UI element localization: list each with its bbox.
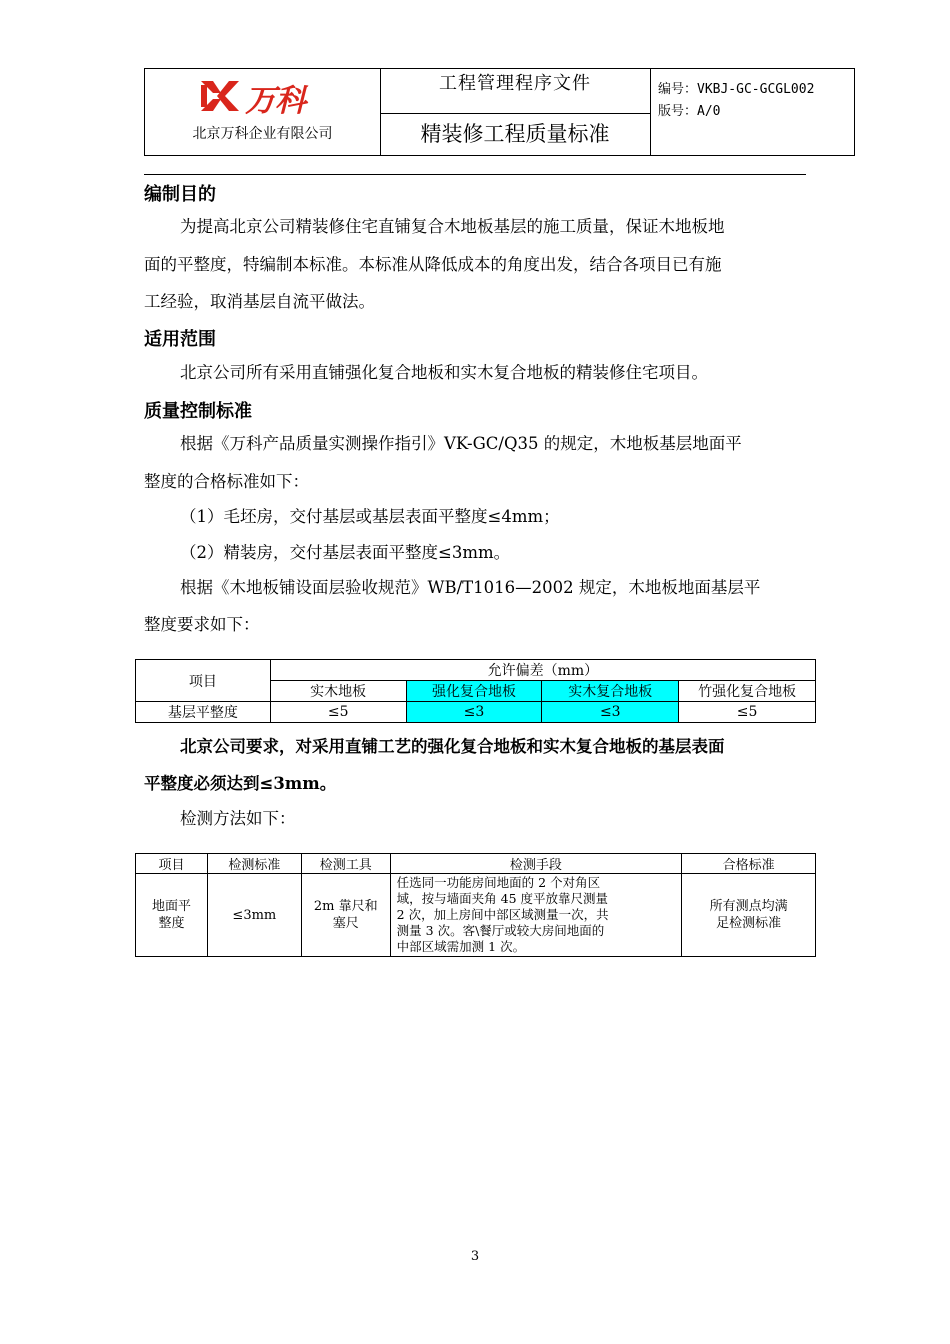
section-title-scope: 适用范围	[144, 329, 216, 350]
table-cell: ≤3	[542, 702, 679, 723]
table-header-cell: 检测手段	[390, 854, 682, 874]
table-header-group: 允许偏差（mm）	[270, 660, 815, 681]
table-header-cell: 实木复合地板	[542, 681, 679, 702]
table-header-cell: 检测标准	[207, 854, 301, 874]
table-cell: ≤3	[406, 702, 542, 723]
doc-type: 工程管理程序文件	[380, 69, 650, 114]
company-cell	[145, 69, 381, 155]
table-cell: ≤5	[679, 702, 816, 723]
qc-line-3: 根据《木地板铺设面层验收规范》WB/T1016—2002 规定，木地板地面基层平	[180, 578, 761, 597]
table-cell: ≤5	[270, 702, 406, 723]
table-cell	[301, 874, 390, 957]
table-row-label: 基层平整度	[136, 702, 271, 723]
scope-text: 北京公司所有采用直铺强化复合地板和实木复合地板的精装修住宅项目。	[180, 363, 708, 382]
inspection-table	[135, 853, 816, 957]
table-cell	[136, 874, 208, 957]
qc-line-1: 根据《万科产品质量实测操作指引》VK-GC/Q35 的规定，木地板基层地面平	[180, 434, 742, 453]
tool-line: 2m 靠尺和	[313, 899, 378, 914]
table-cell	[682, 874, 816, 957]
company-name: 北京万科企业有限公司	[192, 126, 333, 142]
table-header-cell: 项目	[136, 854, 208, 874]
pass-line: 足检测标准	[716, 916, 782, 931]
purpose-line-1: 为提高北京公司精装修住宅直铺复合木地板基层的施工质量，保证木地板地	[180, 217, 725, 236]
tool-line: 塞尺	[332, 916, 359, 931]
code-cell	[652, 69, 852, 155]
qc-item-1: （1）毛坯房，交付基层或基层表面平整度≤4mm；	[180, 507, 560, 526]
method-line: 域，按与墙面夹角 45 度平放靠尺测量	[396, 891, 609, 906]
doc-code: 编号：VKBJ-GC-GCGL002	[658, 82, 815, 97]
method-intro: 检测方法如下：	[180, 809, 296, 828]
table-header-cell: 合格标准	[682, 854, 816, 874]
table-header-item: 项目	[136, 660, 271, 702]
doc-title: 精装修工程质量标准	[420, 122, 610, 146]
tolerance-table	[135, 659, 816, 723]
vanke-logo-icon	[199, 79, 241, 113]
header-rule	[144, 174, 806, 175]
item-line: 地面平	[151, 899, 191, 914]
title-cell	[380, 69, 651, 155]
method-line: 测量 3 次。客\餐厅或较大房间地面的	[396, 923, 605, 938]
table-header-cell: 检测工具	[301, 854, 390, 874]
pass-line: 所有测点均满	[709, 899, 788, 914]
page-number: 3	[470, 1249, 480, 1264]
requirement-line-1: 北京公司要求，对采用直铺工艺的强化复合地板和实木复合地板的基层表面	[180, 737, 725, 756]
method-line: 中部区域需加测 1 次。	[396, 939, 526, 954]
qc-line-2: 整度的合格标准如下：	[144, 472, 309, 491]
qc-item-2: （2）精装房，交付基层表面平整度≤3mm。	[180, 543, 511, 562]
section-title-purpose: 编制目的	[144, 184, 216, 205]
logo-text: 万科	[245, 83, 305, 119]
method-line: 2 次，加上房间中部区域测量一次，共	[396, 907, 609, 922]
table-header-cell: 强化复合地板	[406, 681, 542, 702]
section-title-qc: 质量控制标准	[144, 401, 252, 422]
table-header-cell: 竹强化复合地板	[679, 681, 816, 702]
purpose-line-3: 工经验，取消基层自流平做法。	[144, 292, 375, 311]
document-header	[144, 68, 855, 156]
table-header-cell: 实木地板	[270, 681, 406, 702]
table-cell	[390, 874, 682, 957]
purpose-line-2: 面的平整度，特编制本标准。本标准从降低成本的角度出发，结合各项目已有施	[144, 255, 722, 274]
method-line: 任选同一功能房间地面的 2 个对角区	[396, 875, 601, 890]
qc-line-4: 整度要求如下：	[144, 615, 260, 634]
requirement-line-2: 平整度必须达到≤3mm。	[144, 774, 337, 793]
doc-version: 版号：A/0	[658, 104, 721, 119]
table-cell: ≤3mm	[207, 874, 301, 957]
item-line: 整度	[158, 916, 185, 931]
